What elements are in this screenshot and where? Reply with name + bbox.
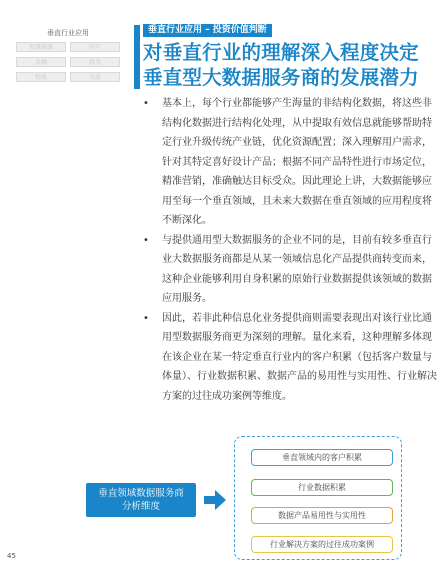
factor-box: 垂直领域内的客户积累 bbox=[251, 449, 393, 466]
bullet-item bbox=[140, 309, 440, 407]
thumbnail-cell: 医疗 bbox=[70, 42, 120, 52]
right-arrow-icon bbox=[204, 490, 226, 510]
thumbnail-cell: 政务 bbox=[70, 57, 120, 67]
page-title bbox=[143, 40, 443, 90]
factor-box: 数据产品易用性与实用性 bbox=[251, 507, 393, 524]
bullet-text: 与提供通用型大数据服务的企业不同的是，目前有较多垂直行业大数据服务商都是从某一领域信息化产品提供商转变而来，这种企业能够利用自身积累的原始行业数据提供该领域的数据应用服务。 bbox=[162, 234, 432, 304]
section-tag: 垂直行业应用 – 投资价值判断 bbox=[143, 24, 272, 37]
bullet-text: 因此，若非此种信息化业务提供商则需要表现出对该行业比通用型数据服务商更为深刻的理解。量化来看，这种理解多体现在该企业在某一特定垂直行业内的客户积累（包括客户数量与体量）、行业数据积累、数据产品的易用性与实用性、行业解决方案的过往成功案例等维度。 bbox=[162, 312, 437, 402]
title-line-2: 垂直型大数据服务商的发展潜力 bbox=[143, 66, 419, 89]
thumbnail-cell: 智慧能源 bbox=[16, 42, 66, 52]
bullet-dot: • bbox=[143, 234, 149, 246]
accent-bar bbox=[134, 25, 140, 89]
dimension-label-line-1: 垂直领域数据服务商 bbox=[98, 488, 184, 499]
bullet-dot: • bbox=[143, 98, 149, 109]
title-line-1: 对垂直行业的理解深入程度决定 bbox=[143, 41, 419, 64]
factor-box: 行业数据积累 bbox=[251, 479, 393, 496]
thumbnail-cell: 金融 bbox=[16, 57, 66, 67]
bullet-text: 基本上，每个行业都能够产生海量的非结构化数据，将这些非结构化数据进行结构化处理，从中提取有效信息就能够帮助特定行业升级传统产业链，优化资源配置；深入理解用户需求，针对其特定喜好设计产品；根据不同产品特性进行市场定位，精准营销，准确触达目标受众。因此理论上讲，大数据能够应用至每一个垂直领域，且未来大数据在垂直领域的应用程度将不断深化。 bbox=[162, 98, 432, 226]
bullet-dot: • bbox=[143, 312, 149, 324]
thumbnail-diagram bbox=[10, 28, 126, 86]
bullet-item bbox=[140, 231, 440, 309]
thumbnail-cell: 物流 bbox=[16, 72, 66, 82]
factor-box: 行业解决方案的过往成功案例 bbox=[251, 536, 393, 553]
thumbnail-title: 垂直行业应用 bbox=[47, 29, 89, 37]
bullet-item bbox=[140, 94, 440, 231]
thumbnail-cell: 文旅 bbox=[70, 72, 120, 82]
page-number: 45 bbox=[7, 552, 16, 560]
dimension-label-line-2: 分析维度 bbox=[121, 501, 160, 512]
analysis-dimension-box bbox=[86, 483, 196, 517]
bullet-list bbox=[140, 94, 440, 406]
